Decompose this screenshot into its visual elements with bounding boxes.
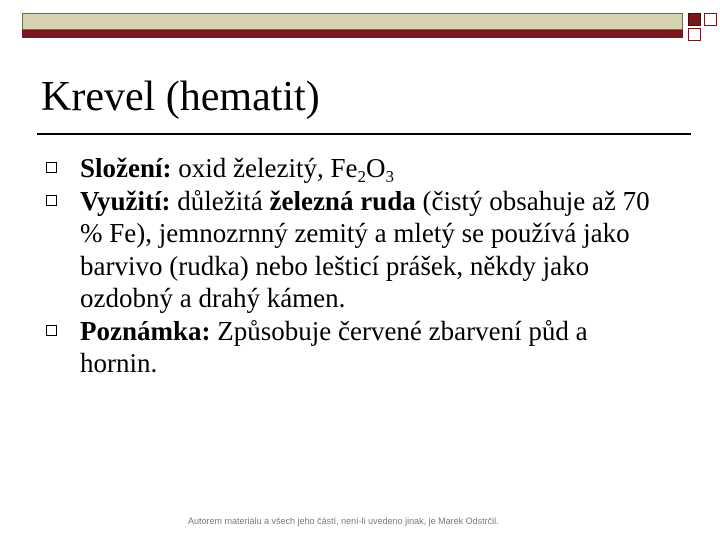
- slide-title: Krevel (hematit): [41, 74, 320, 120]
- bullet-usage: [46, 185, 666, 315]
- footer-attribution: Autorem materiálu a všech jeho částí, není-li uvedeno jinak, je Marek Odstrčil.: [188, 516, 499, 526]
- formula-subscript: 3: [385, 167, 394, 186]
- bullet-label: Poznámka:: [80, 315, 211, 346]
- header-bar-red: [22, 30, 683, 38]
- bullet-text: Způsobuje červené zbarvení půd a hornin.: [80, 315, 588, 378]
- bullet-composition: [46, 152, 666, 185]
- bullet-label: Využití:: [80, 185, 171, 216]
- decor-square-filled: [688, 13, 701, 26]
- decor-square-outline: [704, 13, 717, 26]
- header-bar-olive: [22, 13, 683, 30]
- bullet-emphasis: železná ruda: [269, 185, 416, 216]
- bullet-text: důležitá: [170, 185, 270, 216]
- bullet-note: [46, 315, 666, 380]
- bullet-label: Složení:: [80, 153, 172, 183]
- decor-square-outline-lower: [688, 28, 701, 41]
- square-bullet-icon: [46, 195, 57, 206]
- title-divider: [37, 133, 691, 135]
- square-bullet-icon: [46, 325, 57, 336]
- square-bullet-icon: [46, 162, 57, 173]
- bullet-text: (čistý obsahuje až 70 % Fe), jemnozrnný zemitý a mletý se používá jako barvivo (rudka) nebo lešticí prášek, někdy jako ozdobný a drahý kámen.: [80, 185, 650, 313]
- formula-subscript: 2: [357, 167, 366, 186]
- bullet-list: [46, 152, 666, 380]
- bullet-text: oxid železitý, Fe: [171, 153, 358, 183]
- formula-element: O: [365, 153, 386, 183]
